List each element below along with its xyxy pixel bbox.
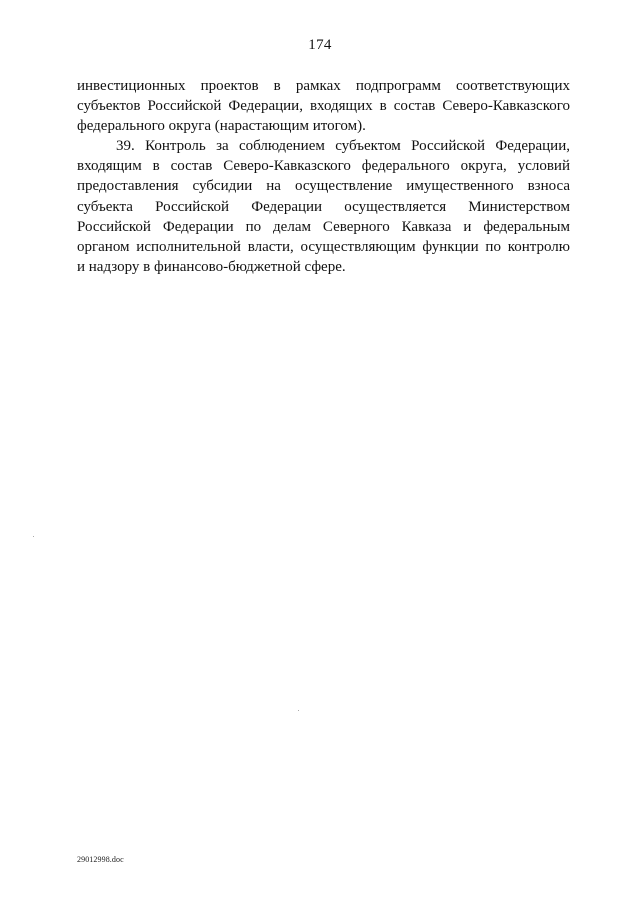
paragraph-39-line-3: предоставления субсидии на осуществление имущественного взноса <box>77 178 570 195</box>
paragraph-39-line-4: субъекта Российской Федерации осуществляется Министерством <box>77 198 570 215</box>
scan-speck <box>33 536 34 537</box>
page-number: 174 <box>308 37 332 53</box>
paragraph-39-line-6: органом исполнительной власти, осуществляющим функции по контролю <box>77 238 570 255</box>
paragraph-39-line-1: 39. Контроль за соблюдением субъектом Российской Федерации, <box>116 138 570 155</box>
scan-speck <box>298 710 299 711</box>
document-body <box>77 76 570 277</box>
text-line-2: субъектов Российской Федерации, входящих в состав Северо-Кавказского <box>77 98 570 115</box>
paragraph-39-line-2: входящим в состав Северо-Кавказского федерального округа, условий <box>77 158 570 175</box>
paragraph-39-line-7: и надзору в финансово-бюджетной сфере. <box>77 258 346 275</box>
footer-file-code: 29012998.doc <box>77 855 124 864</box>
text-line-3: федерального округа (нарастающим итогом). <box>77 118 366 135</box>
paragraph-39-line-5: Российской Федерации по делам Северного Кавказа и федеральным <box>77 218 570 235</box>
text-line-1: инвестиционных проектов в рамках подпрограмм соответствующих <box>77 78 570 94</box>
